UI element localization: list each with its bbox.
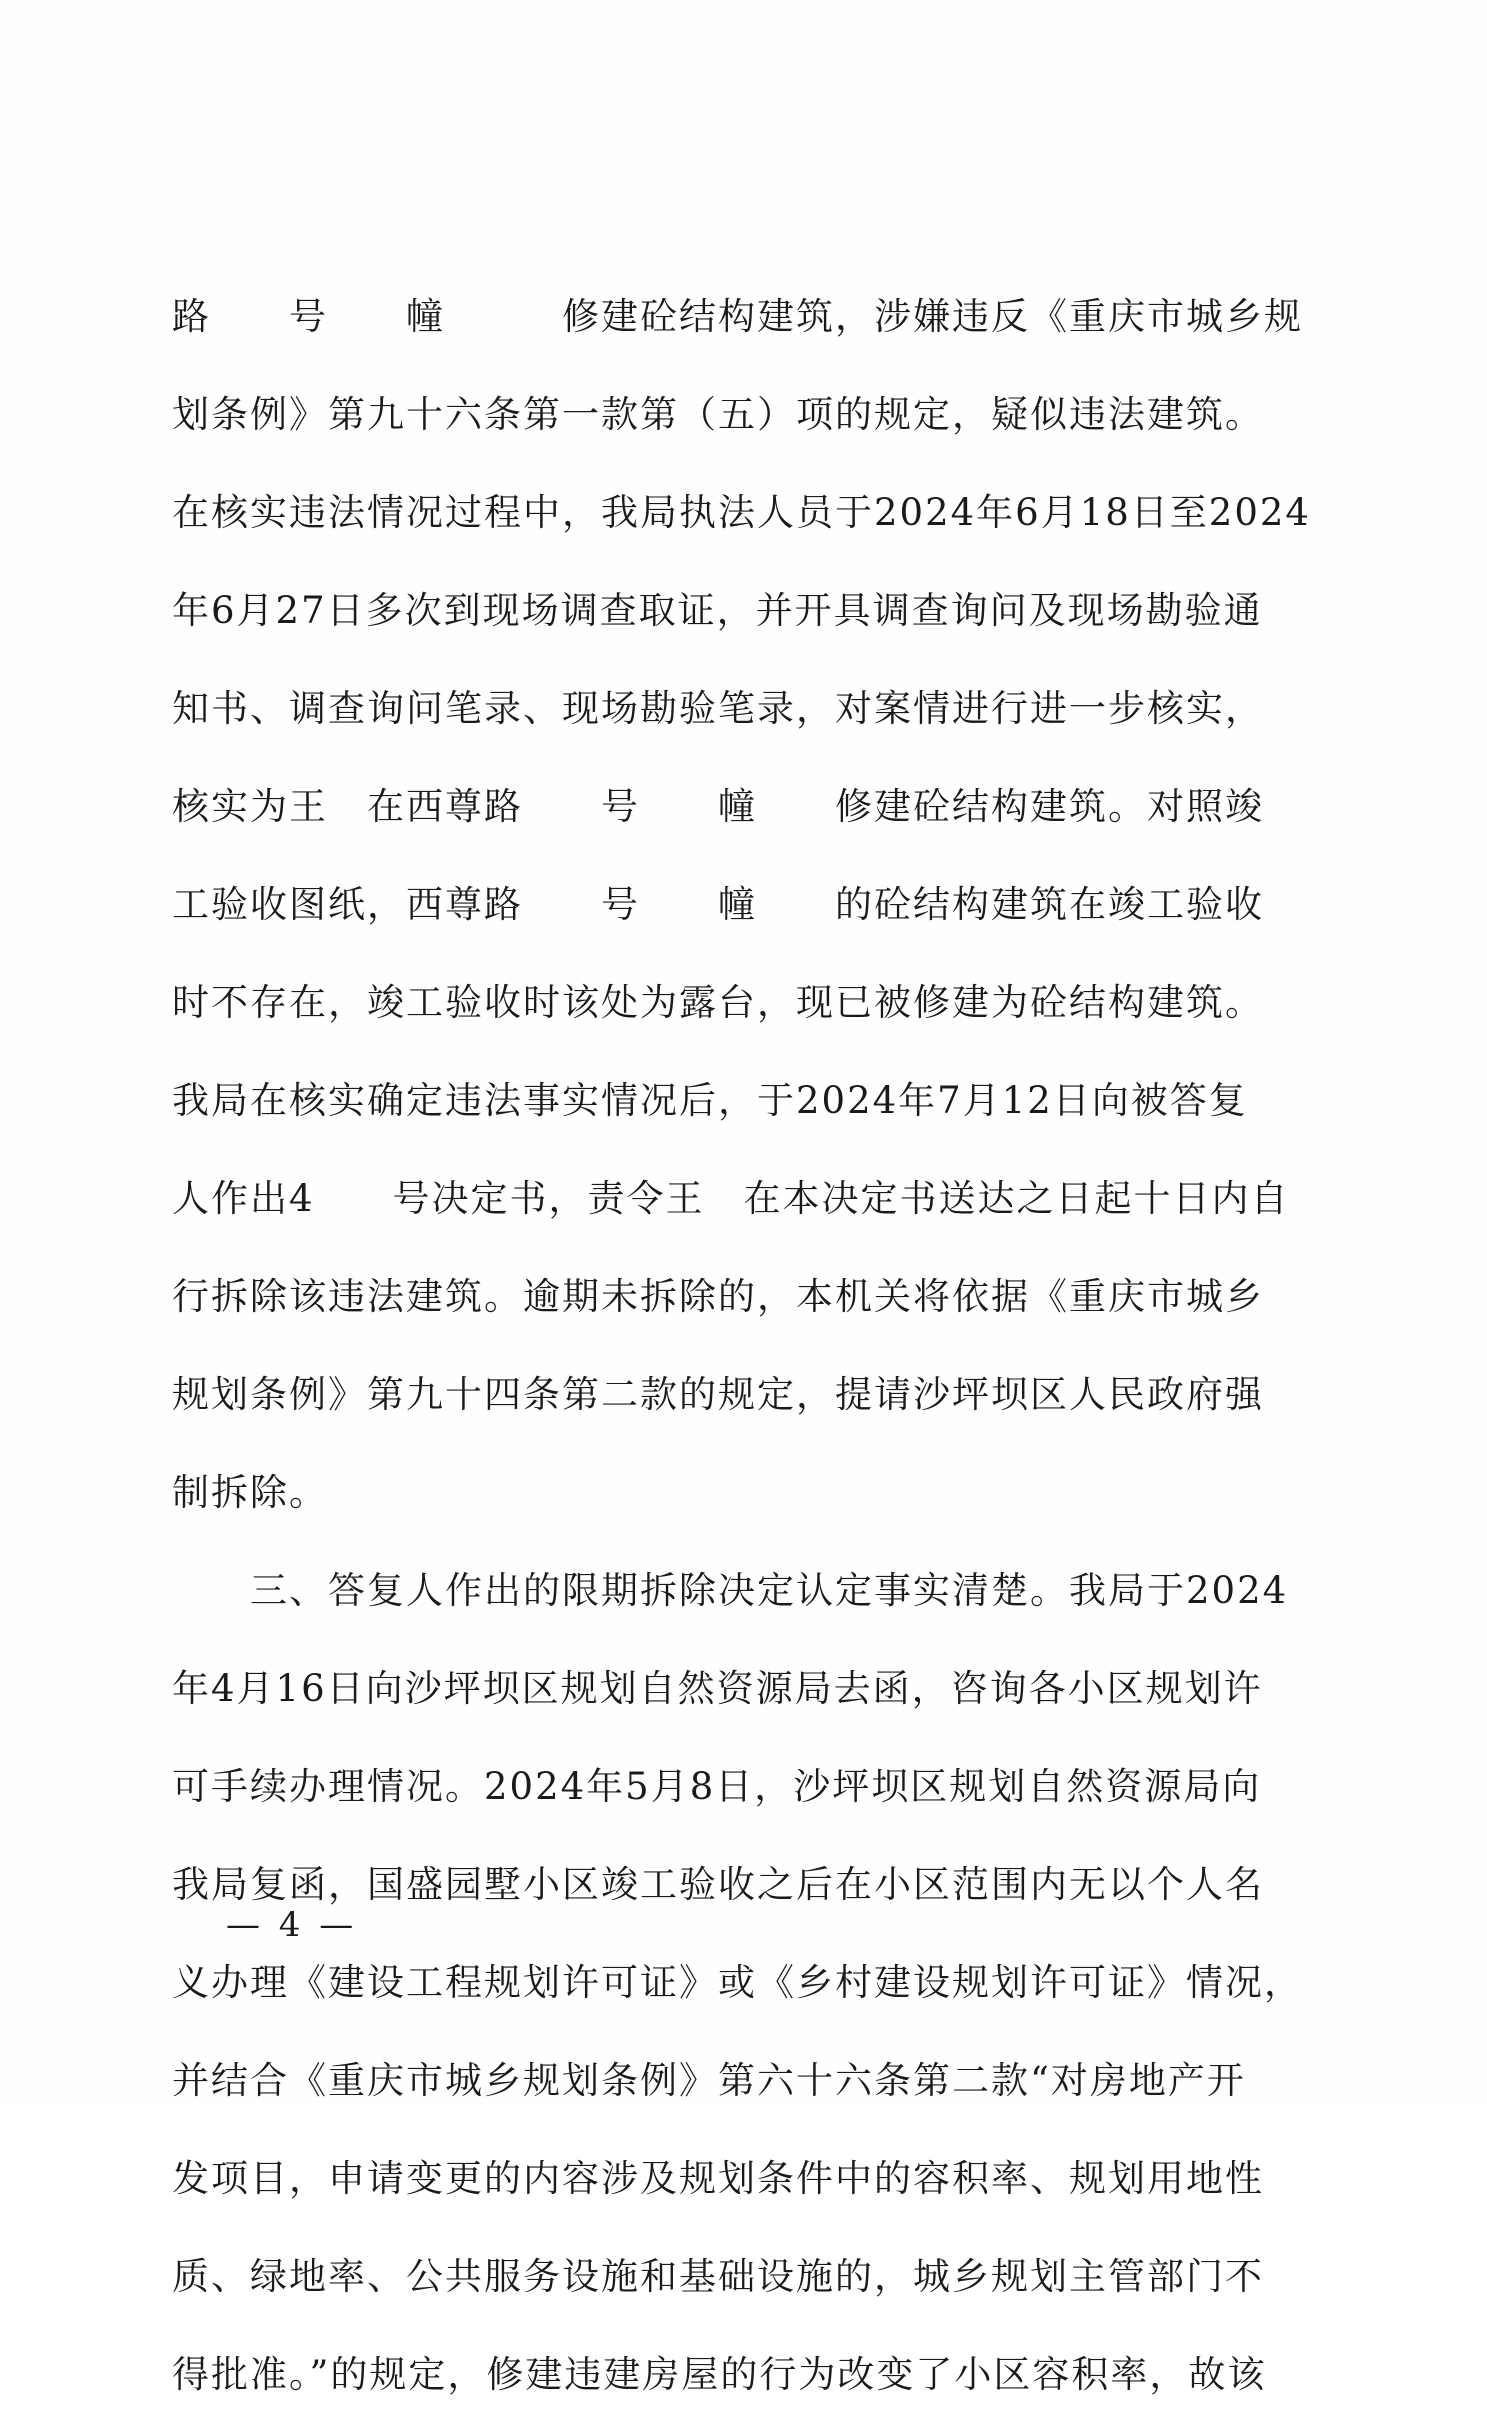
text-line: 时不存在，竣工验收时该处为露台，现已被修建为砼结构建筑。: [172, 981, 1264, 1024]
text-line: 我局在核实确定违法事实情况后，于2024年7月12日向被答复: [172, 1079, 1248, 1122]
text-line: 年6月27日多次到现场调查取证，并开具调查询问及现场勘验通: [172, 589, 1263, 632]
text-line: 可手续办理情况。2024年5月8日，沙坪坝区规划自然资源局向: [172, 1765, 1262, 1808]
text-line: 规划条例》第九十四条第二款的规定，提请沙坪坝区人民政府强: [172, 1373, 1264, 1416]
text-line: 知书、调查询问笔录、现场勘验笔录，对案情进行进一步核实，: [172, 687, 1264, 730]
text-line: 并结合《重庆市城乡规划条例》第六十六条第二款“对房地产开: [172, 2059, 1246, 2102]
document-body: [172, 268, 1311, 2424]
text-line: 三、答复人作出的限期拆除决定认定事实清楚。我局于2024: [172, 1569, 1289, 1612]
text-line: 得批准。”的规定，修建违建房屋的行为改变了小区容积率，故该: [172, 2353, 1267, 2396]
text-line: 人作出4 号决定书，责令王 在本决定书送达之日起十日内自: [172, 1177, 1290, 1220]
text-line: 划条例》第九十六条第一款第（五）项的规定，疑似违法建筑。: [172, 393, 1264, 436]
page-number: — 4 —: [226, 1905, 358, 1945]
text-line: 行拆除该违法建筑。逾期未拆除的，本机关将依据《重庆市城乡: [172, 1275, 1264, 1318]
text-line: 发项目，申请变更的内容涉及规划条件中的容积率、规划用地性: [172, 2157, 1264, 2200]
text-line: 年4月16日向沙坪坝区规划自然资源局去函，咨询各小区规划许: [172, 1667, 1263, 1710]
text-line: 核实为王 在西尊路 号 幢 修建砼结构建筑。对照竣: [172, 785, 1264, 828]
text-line: 制拆除。: [172, 1471, 328, 1514]
text-line: 质、绿地率、公共服务设施和基础设施的，城乡规划主管部门不: [172, 2255, 1264, 2298]
text-line: 路 号 幢 修建砼结构建筑，涉嫌违反《重庆市城乡规: [172, 295, 1303, 338]
text-line: 我局复函，国盛园墅小区竣工验收之后在小区范围内无以个人名: [172, 1863, 1264, 1906]
text-line: 在核实违法情况过程中，我局执法人员于2024年6月18日至2024: [172, 491, 1311, 534]
text-line: 工验收图纸，西尊路 号 幢 的砼结构建筑在竣工验收: [172, 883, 1264, 926]
text-line: 义办理《建设工程规划许可证》或《乡村建设规划许可证》情况，: [172, 1961, 1303, 2004]
